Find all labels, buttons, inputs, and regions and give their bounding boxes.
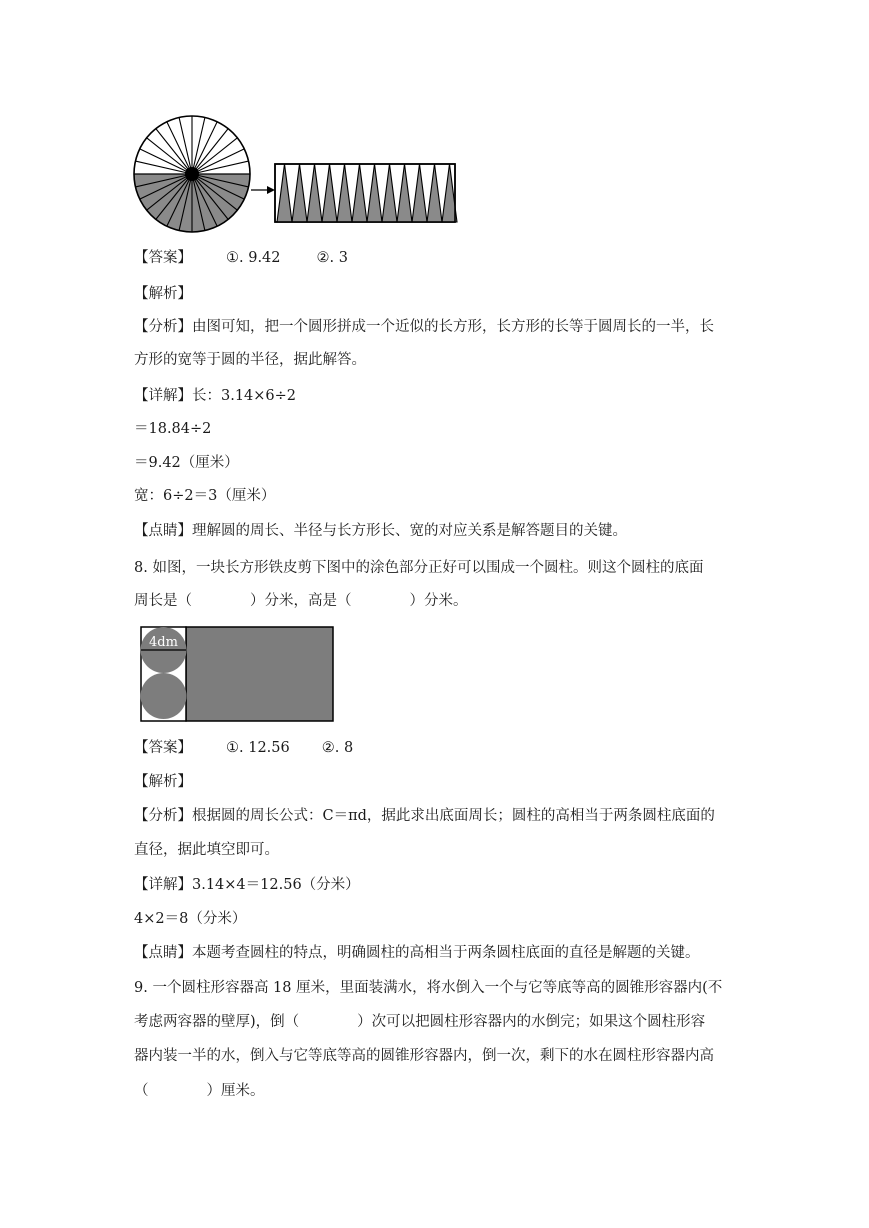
side-rectangle xyxy=(186,627,333,721)
circle-to-rectangle-figure xyxy=(130,112,460,234)
question-9-text: 器内装一半的水，倒入与它等底等高的圆锥形容器内，倒一次，剩下的水在圆柱形容器内高 xyxy=(134,1048,714,1064)
detail-text: 宽：6÷2＝3（厘米） xyxy=(134,488,276,504)
key-point-text: 【点睛】理解圆的周长、半径与长方形长、宽的对应关系是解答题目的关键。 xyxy=(134,523,627,539)
answer-line-7 xyxy=(134,248,348,268)
question-9-text: 9. 一个圆柱形容器高 18 厘米，里面装满水，将水倒入一个与它等底等高的圆锥形容器内(不 xyxy=(134,980,723,996)
key-point-text: 【点睛】本题考查圆柱的特点，明确圆柱的高相当于两条圆柱底面的直径是解题的关键。 xyxy=(134,945,700,961)
question-8-text: 8. 如图，一块长方形铁皮剪下图中的涂色部分正好可以围成一个圆柱。则这个圆柱的底面 xyxy=(134,560,704,576)
analysis-text: 直径，据此填空即可。 xyxy=(134,842,279,858)
answer-tag: 【答案】 xyxy=(134,740,192,756)
question-8-text: 周长是（ ）分米，高是（ ）分米。 xyxy=(134,593,468,609)
detail-text: ＝9.42（厘米） xyxy=(134,455,239,471)
bottom-base-circle xyxy=(141,673,187,719)
analysis-text: 方形的宽等于圆的半径，据此解答。 xyxy=(134,352,366,368)
detail-text: 【详解】3.14×4＝12.56（分米） xyxy=(134,877,360,893)
arrow-head xyxy=(267,186,275,194)
analysis-heading: 【解析】 xyxy=(134,774,192,790)
answer-part-1: ①. 12.56 xyxy=(226,740,290,756)
analysis-text: 【分析】根据圆的周长公式：C＝πd，据此求出底面周长；圆柱的高相当于两条圆柱底面的 xyxy=(134,808,715,824)
cylinder-net-figure xyxy=(138,624,338,726)
answer-part-2: ②. 8 xyxy=(321,740,354,756)
detail-text: 4×2＝8（分米） xyxy=(134,911,247,927)
answer-tag: 【答案】 xyxy=(134,250,192,266)
analysis-heading: 【解析】 xyxy=(134,286,192,302)
detail-text: 【详解】长：3.14×6÷2 xyxy=(134,388,297,404)
answer-part-1: ①. 9.42 xyxy=(226,250,281,266)
detail-text: ＝18.84÷2 xyxy=(134,421,212,437)
answer-part-2: ②. 3 xyxy=(316,250,348,266)
answer-line-8 xyxy=(134,738,353,758)
analysis-text: 【分析】由图可知，把一个圆形拼成一个近似的长方形，长方形的长等于圆周长的一半，长 xyxy=(134,319,714,335)
question-9-text: （ ）厘米。 xyxy=(134,1083,265,1099)
circle-center xyxy=(185,167,199,181)
diameter-label: 4dm xyxy=(149,635,178,650)
question-9-text: 考虑两容器的壁厚)，倒（ ）次可以把圆柱形容器内的水倒完；如果这个圆柱形容 xyxy=(134,1014,706,1030)
